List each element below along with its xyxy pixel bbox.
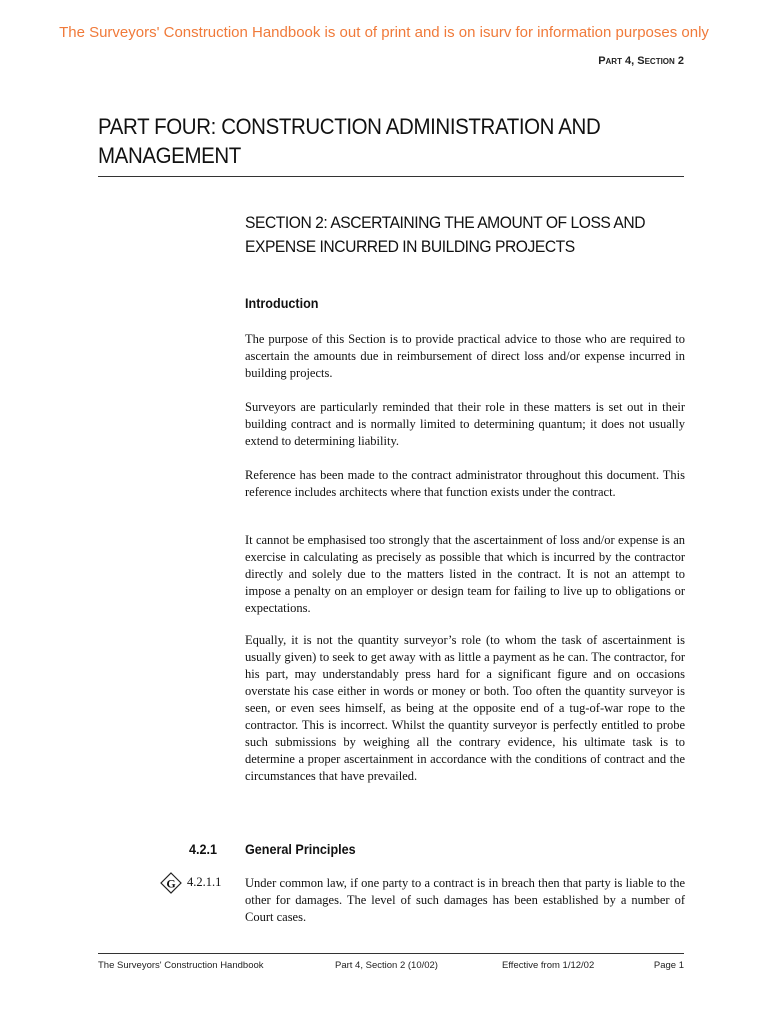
introduction-heading: Introduction <box>245 295 319 311</box>
footer-page-number: Page 1 <box>653 960 684 971</box>
intro-paragraph: Equally, it is not the quantity surveyor’s role (to whom the task of ascertainment is usually given) to seek to get away with as little a payment as he can. The contractor, for his part, may understandably press hard for a significant figure and on occasions overstate his case either in words or money or both. Too often the quantity surveyor is seen, or even sees himself, as being at the opposite end of a tug-of-war rope to the contractor. This is incorrect. Whilst the quantity surveyor is perfectly entitled to probe such submissions by weighing all the contrary evidence, his ultimate task is to determine a proper ascertainment in accordance with the conditions of contract and the circumstances that have prevailed. <box>245 633 685 783</box>
section-title: SECTION 2: ASCERTAINING THE AMOUNT OF LOSS AND EXPENSE INCURRED IN BUILDING PROJECTS <box>245 213 646 256</box>
clause-number: 4.2.1.1 <box>187 875 222 889</box>
running-head: Part 4, Section 2 <box>598 55 684 67</box>
guidance-g-letter: G <box>166 876 176 891</box>
title-divider <box>98 176 684 177</box>
intro-paragraph: Reference has been made to the contract administrator throughout this document. This reference includes architects where that function exists under the contract. <box>245 468 685 499</box>
intro-paragraph: Surveyors are particularly reminded that their role in these matters is set out in their building contract and is normally limited to determining quantum; it does not usually extend to determining liability. <box>245 400 685 448</box>
intro-paragraph: It cannot be emphasised too strongly that the ascertainment of loss and/or expense is an exercise in calculating as precisely as possible that which is incurred by the contractor directly and solely due to the matters listed in the contract. It is not an attempt to impose a penalty on an employer or design team for failing to live up to obligations or expectations. <box>245 533 685 615</box>
footer-publication: The Surveyors' Construction Handbook <box>98 960 264 971</box>
subsection-number: 4.2.1 <box>189 841 218 857</box>
out-of-print-notice: The Surveyors' Construction Handbook is out of print and is on isurv for information purposes only <box>59 24 709 41</box>
footer-effective-date: Effective from 1/12/02 <box>502 960 595 971</box>
part-title: PART FOUR: CONSTRUCTION ADMINISTRATION AND MANAGEMENT <box>98 114 601 168</box>
footer-divider <box>98 953 684 954</box>
clause-text: Under common law, if one party to a contract is in breach then that party is liable to the other for damages. The level of such damages has been established by a number of Court cases. <box>245 876 685 924</box>
guidance-g-icon <box>160 872 182 894</box>
footer-part-reference: Part 4, Section 2 (10/02) <box>335 960 438 971</box>
intro-paragraph: The purpose of this Section is to provide practical advice to those who are required to ascertain the amounts due in reimbursement of direct loss and/or expense incurred in building projects. <box>245 332 685 380</box>
subsection-title: General Principles <box>245 841 356 857</box>
